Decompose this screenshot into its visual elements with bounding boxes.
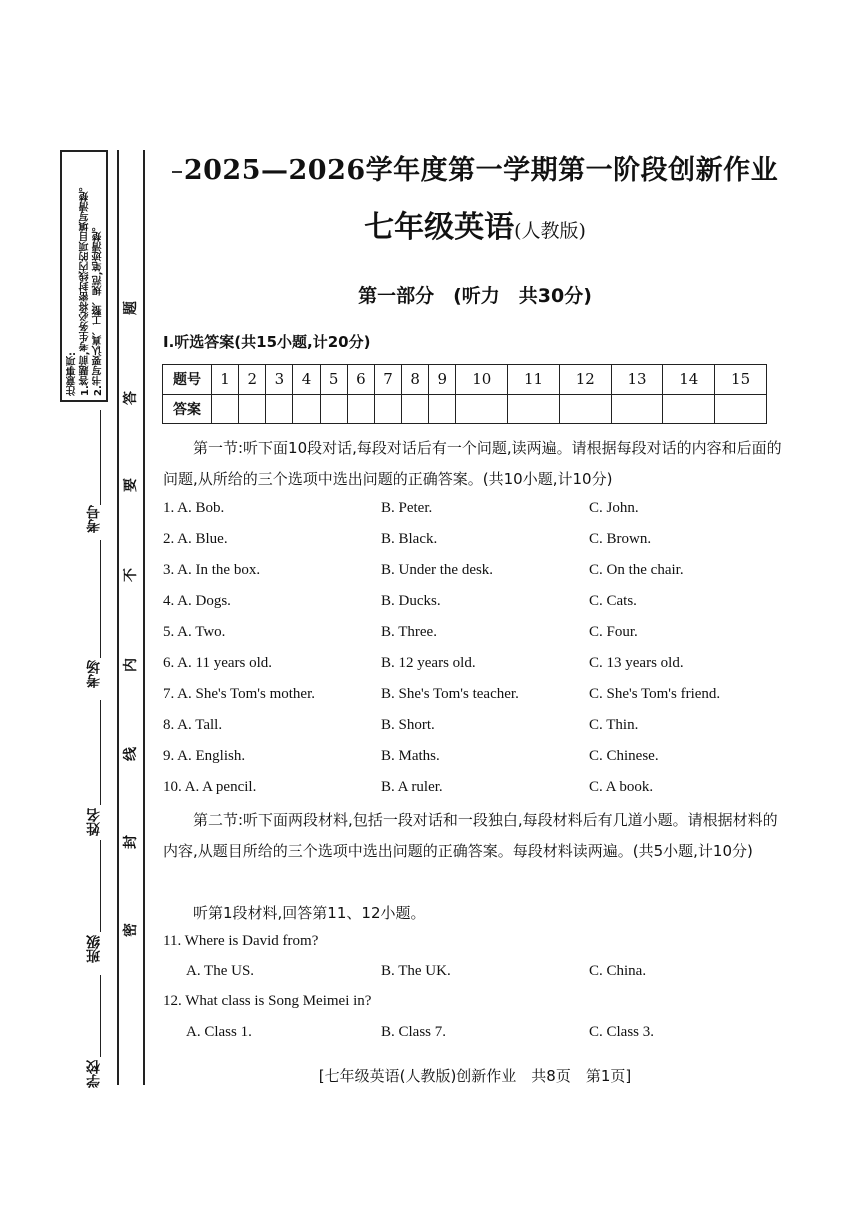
question-number-cell: 11 — [508, 365, 560, 395]
question-number-cell: 13 — [611, 365, 663, 395]
q12-option-a: A. Class 1. — [186, 1024, 252, 1040]
q6-option-b: B. 12 years old. — [381, 655, 476, 671]
binding-line-right — [143, 150, 145, 1085]
notice-title: 注意事项: — [67, 352, 78, 396]
q2-option-c: C. Brown. — [589, 531, 652, 547]
q7-option-b: B. She's Tom's teacher. — [381, 686, 519, 702]
answer-cell[interactable] — [611, 394, 663, 424]
q4-option-c: C. Cats. — [589, 593, 637, 609]
q5-option-a: 5. A. Two. — [163, 624, 226, 640]
q4-option-a: 4. A. Dogs. — [163, 593, 231, 609]
answer-cell[interactable] — [239, 394, 266, 424]
answer-cell[interactable] — [212, 394, 239, 424]
answer-cell[interactable] — [663, 394, 715, 424]
binding-line-left — [117, 150, 119, 1085]
page-footer: [七年级英语(人教版)创新作业 共8页 第1页] — [318, 1067, 632, 1085]
q11-option-c: C. China. — [589, 963, 647, 979]
notice-box — [60, 150, 108, 402]
field-name-label: 姓名 — [86, 808, 102, 836]
notice-line-1: 1.答题前,考生务必将密封线内的项目填写清楚。 — [80, 181, 91, 396]
answer-cell[interactable] — [429, 394, 456, 424]
q10-option-a: 10. A. A pencil. — [163, 779, 257, 795]
answer-cell[interactable] — [266, 394, 293, 424]
q8-option-a: 8. A. Tall. — [163, 717, 223, 733]
q12-option-b: B. Class 7. — [381, 1024, 447, 1040]
answer-cell[interactable] — [508, 394, 560, 424]
field-name-line[interactable] — [100, 700, 101, 805]
field-room-line[interactable] — [100, 540, 101, 658]
question-number-cell: 15 — [715, 365, 767, 395]
answer-table-answer-row — [163, 394, 767, 424]
page-title-text: 2025—2026学年度第一学期第一阶段创新作业 — [183, 155, 779, 186]
seal-char-4: 内 — [123, 658, 139, 672]
q5-option-b: B. Three. — [381, 624, 437, 640]
section-heading: Ⅰ.听选答案(共15小题,计20分) — [163, 333, 371, 351]
subject-name: 七年级英语 — [364, 210, 515, 245]
q2-option-a: 2. A. Blue. — [163, 531, 228, 547]
seal-char-5: 不 — [123, 568, 139, 582]
q10-option-c: C. A book. — [589, 779, 654, 795]
field-class-label: 班级 — [86, 935, 102, 963]
seal-char-6: 要 — [123, 478, 139, 492]
field-class-line[interactable] — [100, 840, 101, 932]
page-subtitle — [150, 202, 800, 246]
page-title — [150, 148, 800, 187]
q10-option-b: B. A ruler. — [381, 779, 443, 795]
q12-stem: 12. What class is Song Meimei in? — [163, 993, 372, 1009]
q3-option-b: B. Under the desk. — [381, 562, 494, 578]
question-number-cell: 2 — [239, 365, 266, 395]
seal-char-2: 封 — [123, 835, 139, 849]
field-school-label: 学校 — [86, 1060, 102, 1088]
q7-option-c: C. She's Tom's friend. — [589, 686, 721, 702]
q8-option-c: C. Thin. — [589, 717, 639, 733]
answer-table — [162, 364, 767, 424]
answer-cell[interactable] — [715, 394, 767, 424]
answer-cell[interactable] — [347, 394, 374, 424]
q6-option-a: 6. A. 11 years old. — [163, 655, 273, 671]
q6-option-c: C. 13 years old. — [589, 655, 684, 671]
material1-intro: 听第1段材料,回答第11、12小题。 — [193, 904, 426, 922]
q11-option-b: B. The UK. — [381, 963, 451, 979]
field-number-line[interactable] — [100, 410, 101, 505]
question-number-cell: 5 — [320, 365, 347, 395]
answer-cell[interactable] — [293, 394, 320, 424]
q1-option-c: C. John. — [589, 500, 639, 516]
seal-char-3: 线 — [123, 747, 139, 761]
q9-option-c: C. Chinese. — [589, 748, 659, 764]
answer-cell[interactable] — [374, 394, 401, 424]
q1-option-b: B. Peter. — [381, 500, 433, 516]
q11-stem: 11. Where is David from? — [163, 933, 319, 949]
title-dash-mark — [172, 171, 182, 173]
question-number-cell: 7 — [374, 365, 401, 395]
q5-option-c: C. Four. — [589, 624, 638, 640]
q12-option-c: C. Class 3. — [589, 1024, 655, 1040]
row-label-number: 题号 — [163, 365, 212, 395]
question-number-cell: 8 — [402, 365, 429, 395]
part-heading: 第一部分 (听力 共30分) — [358, 285, 592, 307]
answer-cell[interactable] — [402, 394, 429, 424]
q3-option-c: C. On the chair. — [589, 562, 684, 578]
q3-option-a: 3. A. In the box. — [163, 562, 261, 578]
q1-option-a: 1. A. Bob. — [163, 500, 225, 516]
question-number-cell: 4 — [293, 365, 320, 395]
q9-option-a: 9. A. English. — [163, 748, 246, 764]
answer-cell[interactable] — [456, 394, 508, 424]
answer-cell[interactable] — [320, 394, 347, 424]
q9-option-b: B. Maths. — [381, 748, 440, 764]
answer-table-number-row — [163, 365, 767, 395]
field-school-line[interactable] — [100, 975, 101, 1057]
seal-char-8: 题 — [123, 301, 139, 315]
row-label-answer: 答案 — [163, 394, 212, 424]
question-number-cell: 12 — [559, 365, 611, 395]
question-number-cell: 9 — [429, 365, 456, 395]
question-number-cell: 3 — [266, 365, 293, 395]
notice-line-2: 2.书写要认真、工整、规范,笔迹清楚。 — [93, 221, 104, 396]
q4-option-b: B. Ducks. — [381, 593, 441, 609]
part1-instructions: 第一节:听下面10段对话,每段对话后有一个问题,读两遍。请根据每段对话的内容和后面的问题,从所给的三个选项中选出问题的正确答案。(共10小题,计10分) — [163, 439, 782, 488]
q8-option-b: B. Short. — [381, 717, 435, 733]
q2-option-b: B. Black. — [381, 531, 438, 547]
field-number-label: 考号 — [86, 505, 102, 533]
field-room-label: 考场 — [86, 660, 102, 688]
q7-option-a: 7. A. She's Tom's mother. — [163, 686, 316, 702]
seal-char-7: 答 — [123, 391, 139, 405]
notice-text — [66, 156, 104, 396]
part2-instructions: 第二节:听下面两段材料,包括一段对话和一段独白,每段材料后有几道小题。请根据材料的内容,从题目所给的三个选项中选出问题的正确答案。每段材料读两遍。(共5小题,计10分) — [163, 811, 778, 860]
question-number-cell: 6 — [347, 365, 374, 395]
question-number-cell: 14 — [663, 365, 715, 395]
question-number-cell: 10 — [456, 365, 508, 395]
question-number-cell: 1 — [212, 365, 239, 395]
edition-label: (人教版) — [514, 220, 586, 242]
q11-option-a: A. The US. — [186, 963, 255, 979]
answer-cell[interactable] — [559, 394, 611, 424]
seal-char-1: 密 — [123, 923, 139, 937]
